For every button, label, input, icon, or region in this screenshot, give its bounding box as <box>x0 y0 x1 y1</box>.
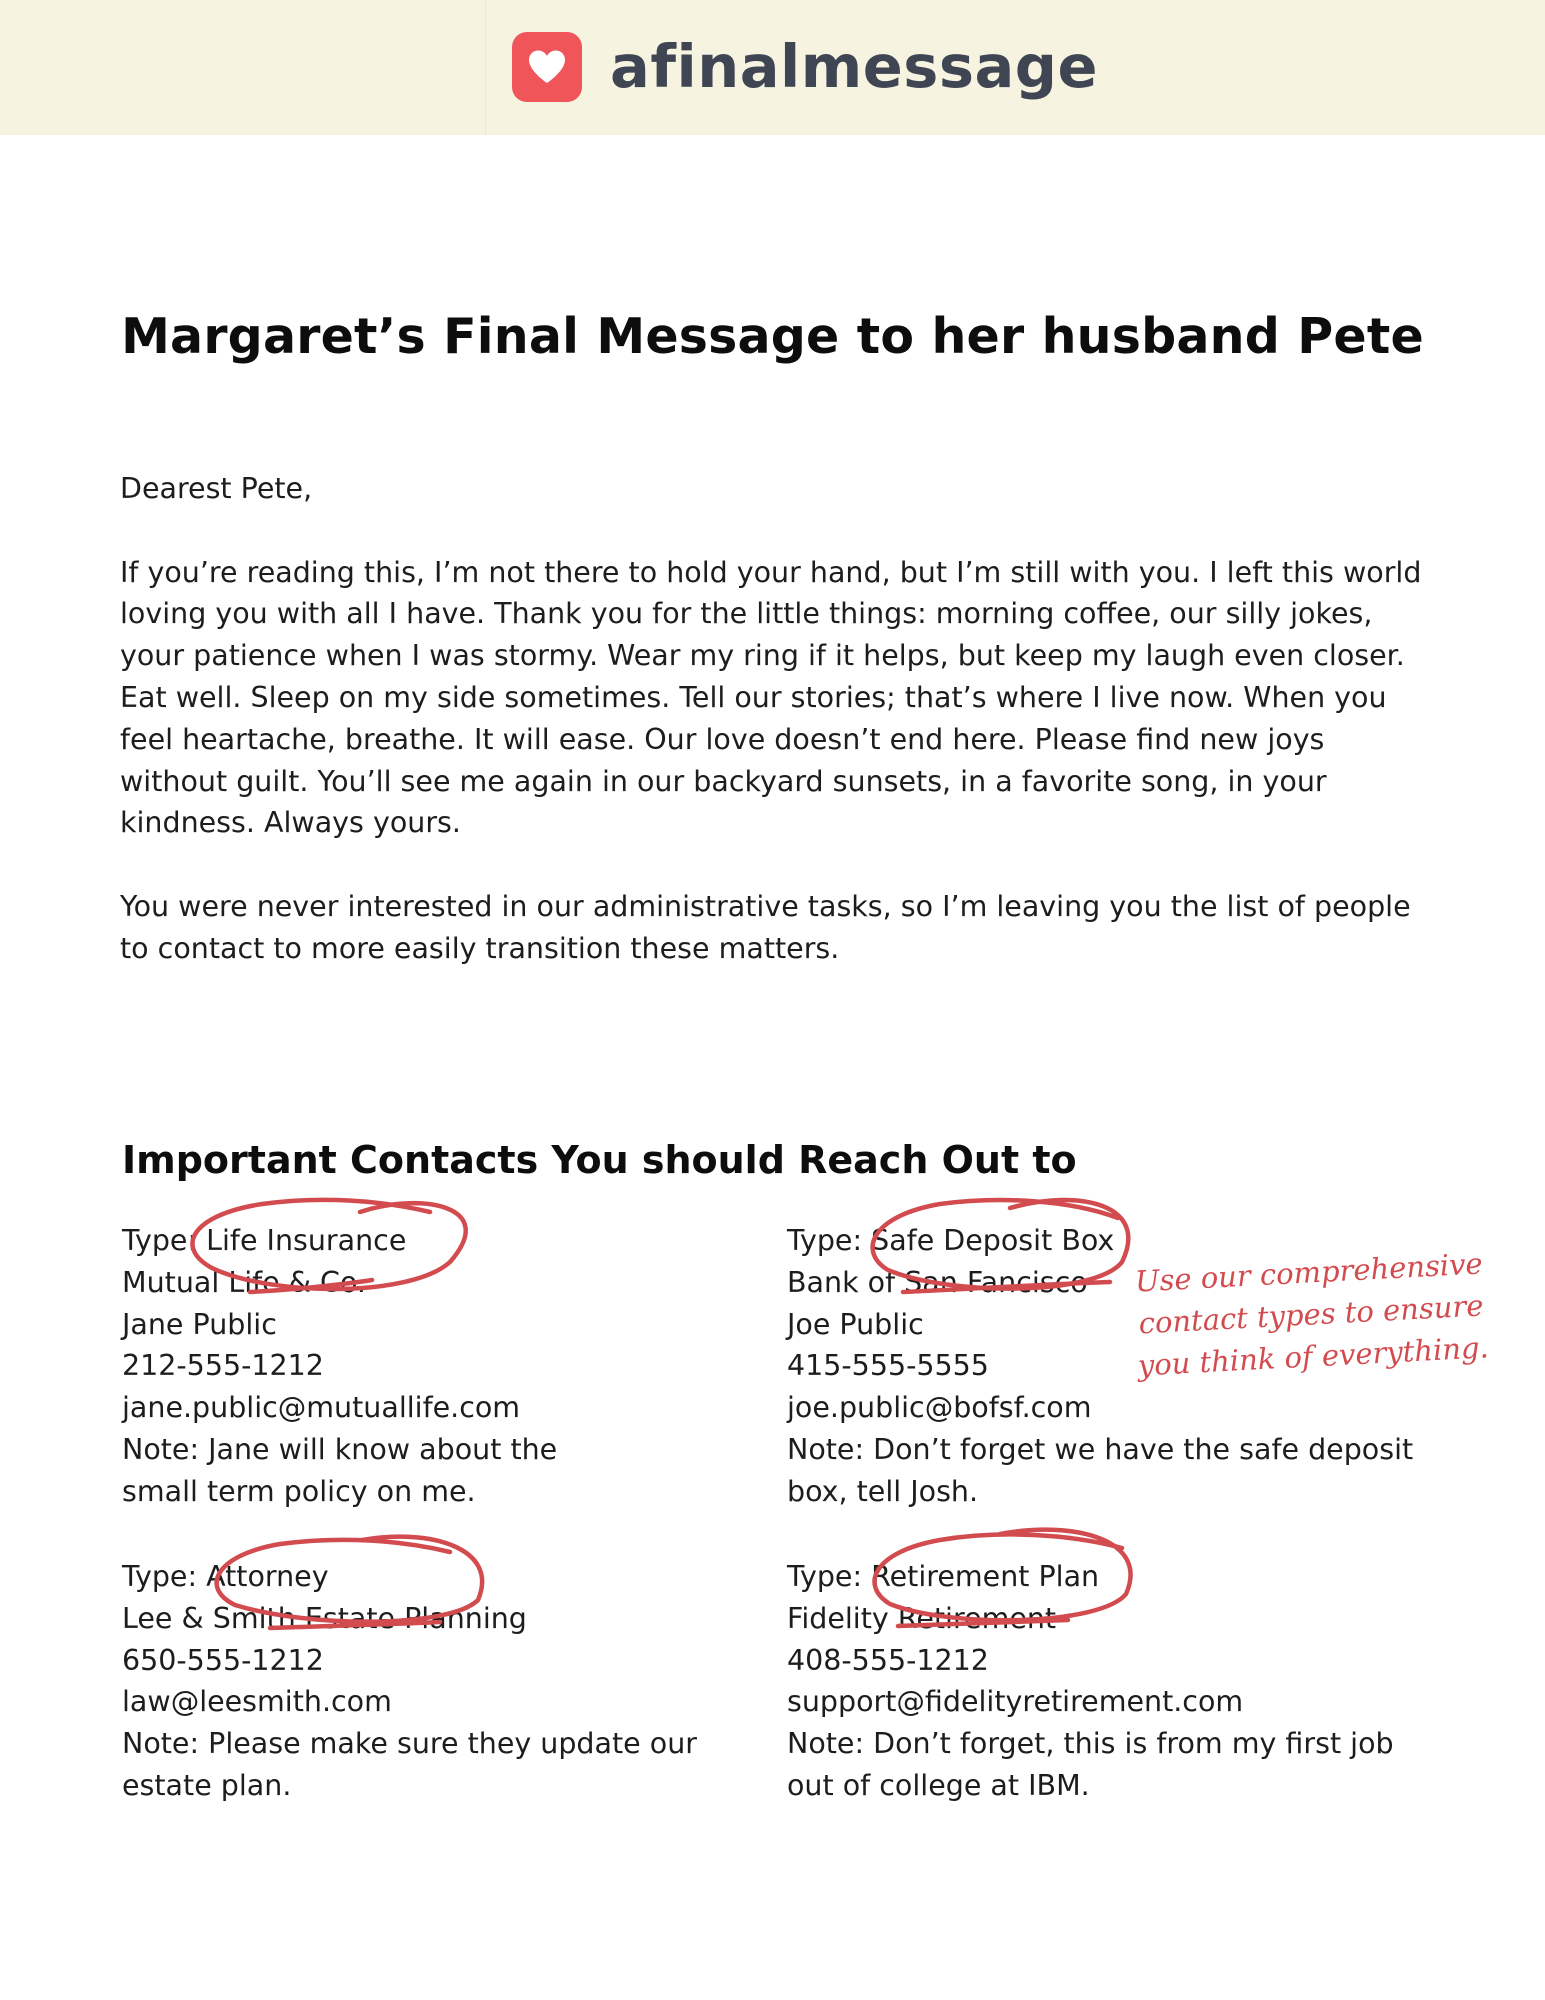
contact-phone: 415-555-5555 <box>787 1349 989 1383</box>
contact-type: Type: Retirement Plan <box>787 1560 1100 1593</box>
contact-email[interactable]: law@leesmith.com <box>122 1685 392 1719</box>
contact-person: Jane Public <box>122 1307 277 1341</box>
contact-type: Type: Life Insurance <box>122 1224 407 1257</box>
contact-company: Fidelity Retirement <box>787 1601 1057 1635</box>
letter-salutation: Dearest Pete, <box>120 472 313 505</box>
contact-company: Mutual Life & Co. <box>122 1265 366 1299</box>
contact-type: Type: Safe Deposit Box <box>787 1224 1115 1257</box>
header-divider <box>485 0 486 135</box>
annotation-line: Use our comprehensive <box>1134 1246 1484 1299</box>
contact-note: Note: Don’t forget we have the safe deposit box, tell Josh. <box>787 1432 1414 1508</box>
contact-type: Type: Attorney <box>122 1560 329 1593</box>
annotation-line: you think of everything. <box>1136 1330 1490 1383</box>
contact-phone: 212-555-1212 <box>122 1349 324 1383</box>
contact-company: Lee & Smith Estate Planning <box>122 1601 527 1635</box>
heart-icon <box>527 49 567 85</box>
contact-email[interactable]: jane.public@mutuallife.com <box>122 1391 521 1425</box>
contact-person: Joe Public <box>787 1307 924 1341</box>
letter-body <box>120 468 1430 1011</box>
site-header <box>0 0 1545 135</box>
logo-mark <box>512 32 582 102</box>
contact-email[interactable]: joe.public@bofsf.com <box>787 1391 1092 1425</box>
annotation-line: contact types to ensure <box>1137 1288 1485 1341</box>
letter-paragraph: If you’re reading this, I’m not there to hold your hand, but I’m still with you. I left this world loving you with all I have. Thank you for the little things: morning coffee, our silly jokes, your patience when I was stormy. Wear my ring if it helps, but keep my laugh even closer. Eat well. Sleep on my side sometimes. Tell our stories; that’s where I live now. When you feel heartache, breathe. It will ease. Our love doesn’t end here. Please find new joys without guilt. You’ll see me again in our backyard sunsets, in a favorite song, in your kindness. Always yours. <box>120 555 1422 840</box>
contact-card <box>787 1556 1427 1807</box>
handwritten-annotation <box>1108 1241 1514 1388</box>
brand-name: afinalmessage <box>610 32 1099 101</box>
contacts-heading: Important Contacts You should Reach Out to <box>122 1138 1077 1182</box>
contact-note: Note: Please make sure they update our estate plan. <box>122 1727 697 1802</box>
contact-card <box>122 1556 762 1807</box>
contact-note: Note: Don’t forget, this is from my first job out of college at IBM. <box>787 1727 1394 1802</box>
contact-phone: 650-555-1212 <box>122 1643 324 1677</box>
contact-company: Bank of San Fancisco <box>787 1265 1088 1299</box>
contact-email[interactable]: support@fidelityretirement.com <box>787 1685 1244 1719</box>
contact-phone: 408-555-1212 <box>787 1643 989 1677</box>
letter-closing: You were never interested in our administrative tasks, so I’m leaving you the list of people to contact to more easily transition these matters. <box>120 889 1411 965</box>
contact-note: Note: Jane will know about the small term policy on me. <box>122 1432 558 1508</box>
page-title: Margaret’s Final Message to her husband Pete <box>121 308 1424 365</box>
brand-logo[interactable] <box>512 32 1098 102</box>
contact-card <box>122 1220 762 1513</box>
